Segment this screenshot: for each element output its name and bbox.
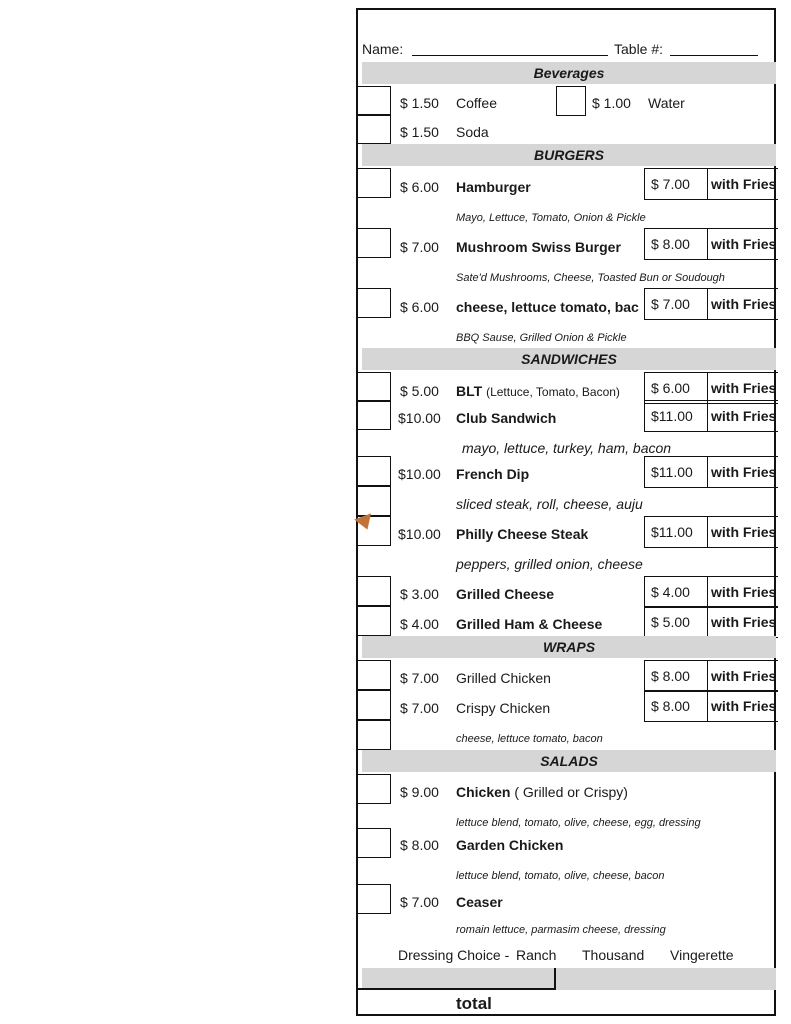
checkbox-soda[interactable] [358,114,391,144]
garden-chicken-name: Garden Chicken [456,837,564,853]
checkbox-wrap-extra[interactable] [358,720,391,750]
soda-price: $ 1.50 [400,124,439,140]
chicken-salad-price: $ 9.00 [400,784,439,800]
checkbox-french-dip-extra[interactable] [358,486,391,516]
philly-desc: peppers, grilled onion, cheese [456,556,643,572]
mushroom-swiss-name: Mushroom Swiss Burger [456,239,621,255]
checkbox-coffee[interactable] [358,86,391,116]
french-dip-name: French Dip [456,466,530,482]
name-field[interactable] [412,55,608,56]
crispy-chicken-wrap-name: Crispy Chicken [456,700,551,716]
grilled-ham-cheese-fries-box[interactable]: $ 5.00 with Fries [644,606,778,638]
checkbox-water[interactable] [556,86,586,116]
order-form [356,8,776,1016]
checkbox-cheese-burger[interactable] [358,288,391,318]
total-divider-vertical [554,968,556,990]
french-dip-desc: sliced steak, roll, cheese, auju [456,496,643,512]
club-sandwich-name: Club Sandwich [456,410,557,426]
cheese-burger-fries-box[interactable]: $ 7.00 with Fries [644,288,778,320]
footer-band [362,968,776,990]
blt-fries-box[interactable]: $ 6.00 with Fries [644,372,778,404]
hamburger-name: Hamburger [456,179,531,195]
checkbox-blt[interactable] [358,372,391,402]
club-sandwich-desc: mayo, lettuce, turkey, ham, bacon [462,440,672,456]
coffee-name: Coffee [456,95,497,111]
section-sandwiches: SANDWICHES [362,348,776,370]
dressing-ranch[interactable]: Ranch [516,947,557,963]
section-beverages: Beverages [362,62,776,84]
total-label: total [456,994,492,1013]
total-divider [358,988,556,990]
grilled-chicken-wrap-name: Grilled Chicken [456,670,551,686]
hamburger-price: $ 6.00 [400,179,439,195]
mushroom-swiss-desc: Sate'd Mushrooms, Cheese, Toasted Bun or Soudough [456,272,725,284]
grilled-chicken-wrap-price: $ 7.00 [400,670,439,686]
ceaser-price: $ 7.00 [400,894,439,910]
water-price: $ 1.00 [592,95,631,111]
cheese-burger-price: $ 6.00 [400,299,439,315]
garden-chicken-price: $ 8.00 [400,837,439,853]
club-sandwich-price: $10.00 [398,410,441,426]
cheese-burger-desc: BBQ Sause, Grilled Onion & Pickle [456,332,627,344]
dressing-vingerette[interactable]: Vingerette [670,947,734,963]
hamburger-fries-box[interactable]: $ 7.00 with Fries [644,168,778,200]
coffee-price: $ 1.50 [400,95,439,111]
grilled-ham-cheese-price: $ 4.00 [400,616,439,632]
dressing-thousand[interactable]: Thousand [582,947,645,963]
checkbox-grilled-ham-cheese[interactable] [358,606,391,636]
name-label: Name: [362,41,404,57]
checkbox-grilled-cheese[interactable] [358,576,391,606]
grilled-cheese-fries-box[interactable]: $ 4.00 with Fries [644,576,778,608]
wrap-desc: cheese, lettuce tomato, bacon [456,733,603,745]
blt-name: BLT (Lettuce, Tomato, Bacon) [456,383,620,399]
checkbox-grilled-chicken-wrap[interactable] [358,660,391,690]
blt-price: $ 5.00 [400,383,439,399]
checkbox-mushroom-swiss[interactable] [358,228,391,258]
checkbox-garden-chicken[interactable] [358,828,391,858]
soda-name: Soda [456,124,489,140]
section-wraps: WRAPS [362,636,776,658]
checkbox-club-sandwich[interactable] [358,400,391,430]
checkbox-hamburger[interactable] [358,168,391,198]
grilled-ham-cheese-name: Grilled Ham & Cheese [456,616,603,632]
grilled-chicken-wrap-fries-box[interactable]: $ 8.00 with Fries [644,660,778,692]
ceaser-desc: romain lettuce, parmasim cheese, dressing [456,924,666,936]
table-label: Table #: [614,41,664,57]
water-name: Water [648,95,685,111]
table-number-field[interactable] [670,55,758,56]
grilled-cheese-name: Grilled Cheese [456,586,555,602]
checkbox-chicken-salad[interactable] [358,774,391,804]
checkbox-ceaser[interactable] [358,884,391,914]
dressing-label: Dressing Choice - [398,947,510,963]
philly-fries-box[interactable]: $11.00 with Fries [644,516,778,548]
ceaser-name: Ceaser [456,894,503,910]
mushroom-swiss-fries-box[interactable]: $ 8.00 with Fries [644,228,778,260]
crispy-chicken-wrap-fries-box[interactable]: $ 8.00 with Fries [644,690,778,722]
philly-price: $10.00 [398,526,441,542]
grilled-cheese-price: $ 3.00 [400,586,439,602]
checkbox-french-dip[interactable] [358,456,391,486]
crispy-chicken-wrap-price: $ 7.00 [400,700,439,716]
section-burgers: BURGERS [362,144,776,166]
cheese-burger-name: cheese, lettuce tomato, bac [456,299,639,315]
mushroom-swiss-price: $ 7.00 [400,239,439,255]
club-sandwich-fries-box[interactable]: $11.00 with Fries [644,400,778,432]
garden-chicken-desc: lettuce blend, tomato, olive, cheese, bacon [456,870,665,882]
hamburger-desc: Mayo, Lettuce, Tomato, Onion & Pickle [456,212,646,224]
chicken-salad-name: Chicken ( Grilled or Crispy) [456,784,628,800]
checkbox-crispy-chicken-wrap[interactable] [358,690,391,720]
philly-name: Philly Cheese Steak [456,526,589,542]
french-dip-price: $10.00 [398,466,441,482]
chicken-salad-desc: lettuce blend, tomato, olive, cheese, egg, dressing [456,817,701,829]
french-dip-fries-box[interactable]: $11.00 with Fries [644,456,778,488]
section-salads: SALADS [362,750,776,772]
